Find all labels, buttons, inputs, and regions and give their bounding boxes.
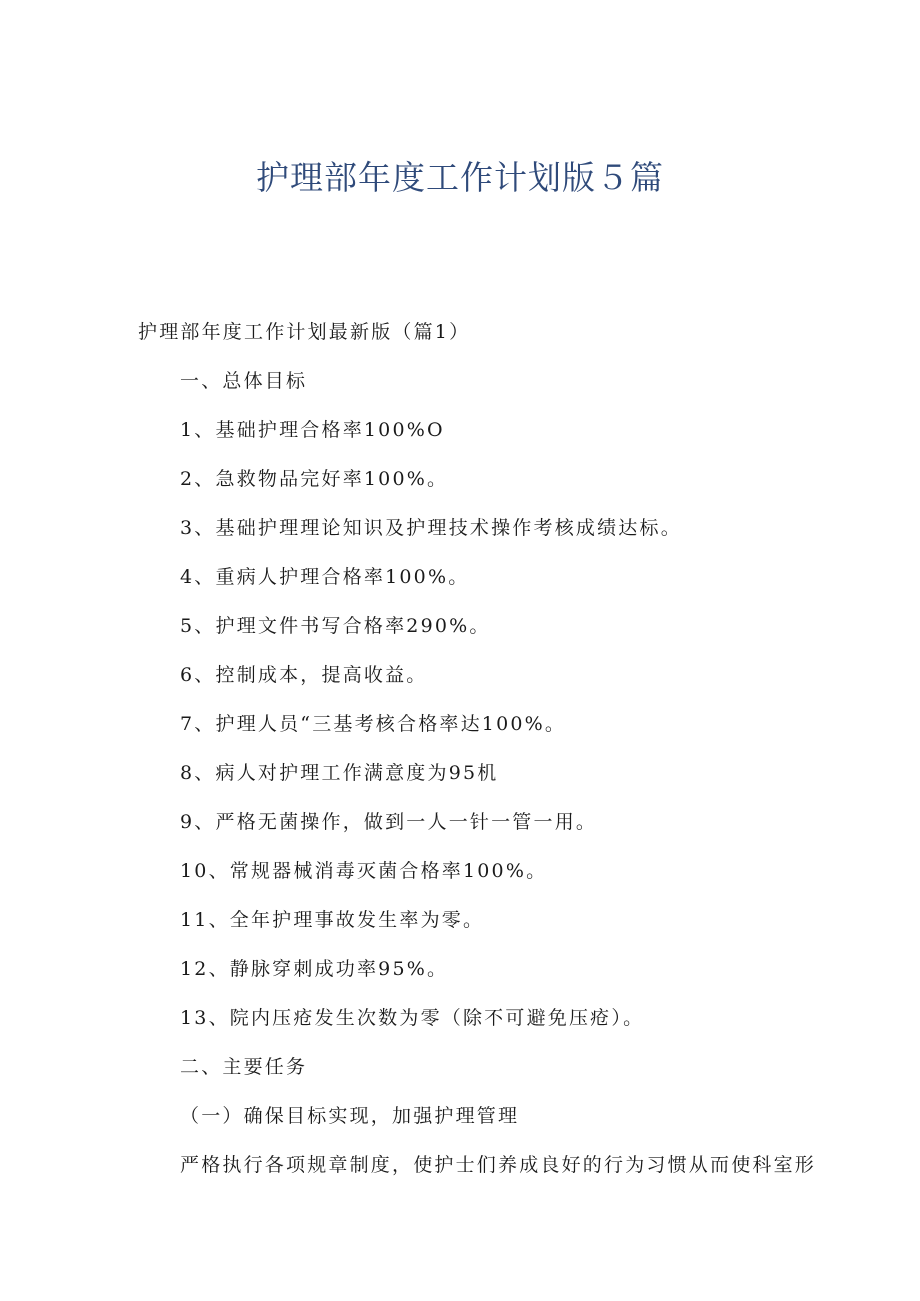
list-item: 3、基础护理理论知识及护理技术操作考核成绩达标。 <box>180 517 682 539</box>
list-item: 7、护理人员“三基考核合格率达100%。 <box>180 713 567 735</box>
document-title: 护理部年度工作计划版５篇 <box>256 158 664 197</box>
list-item: 10、常规器械消毒灭菌合格率100%。 <box>180 860 548 882</box>
subsection-heading: 二、主要任务 <box>180 1056 308 1078</box>
list-item: 1、基础护理合格率100%O <box>180 419 445 441</box>
list-item: 6、控制成本，提高收益。 <box>180 664 428 686</box>
paragraph: 严格执行各项规章制度，使护士们养成良好的行为习惯从而使科室形 <box>180 1154 817 1176</box>
list-item: 8、病人对护理工作满意度为95机 <box>180 762 499 784</box>
list-item: 12、静脉穿刺成功率95%。 <box>180 958 449 980</box>
list-item: 4、重病人护理合格率100%。 <box>180 566 470 588</box>
section-heading: 护理部年度工作计划最新版（篇1） <box>138 321 471 343</box>
list-item: 11、全年护理事故发生率为零。 <box>180 909 485 931</box>
sub-subsection-heading: （一）确保目标实现，加强护理管理 <box>180 1105 520 1127</box>
subsection-heading: 一、总体目标 <box>180 370 308 392</box>
list-item: 9、严格无菌操作，做到一人一针一管一用。 <box>180 811 598 833</box>
list-item: 5、护理文件书写合格率290%。 <box>180 615 491 637</box>
list-item: 2、急救物品完好率100%。 <box>180 468 449 490</box>
list-item: 13、院内压疮发生次数为零（除不可避免压疮）。 <box>180 1007 645 1029</box>
